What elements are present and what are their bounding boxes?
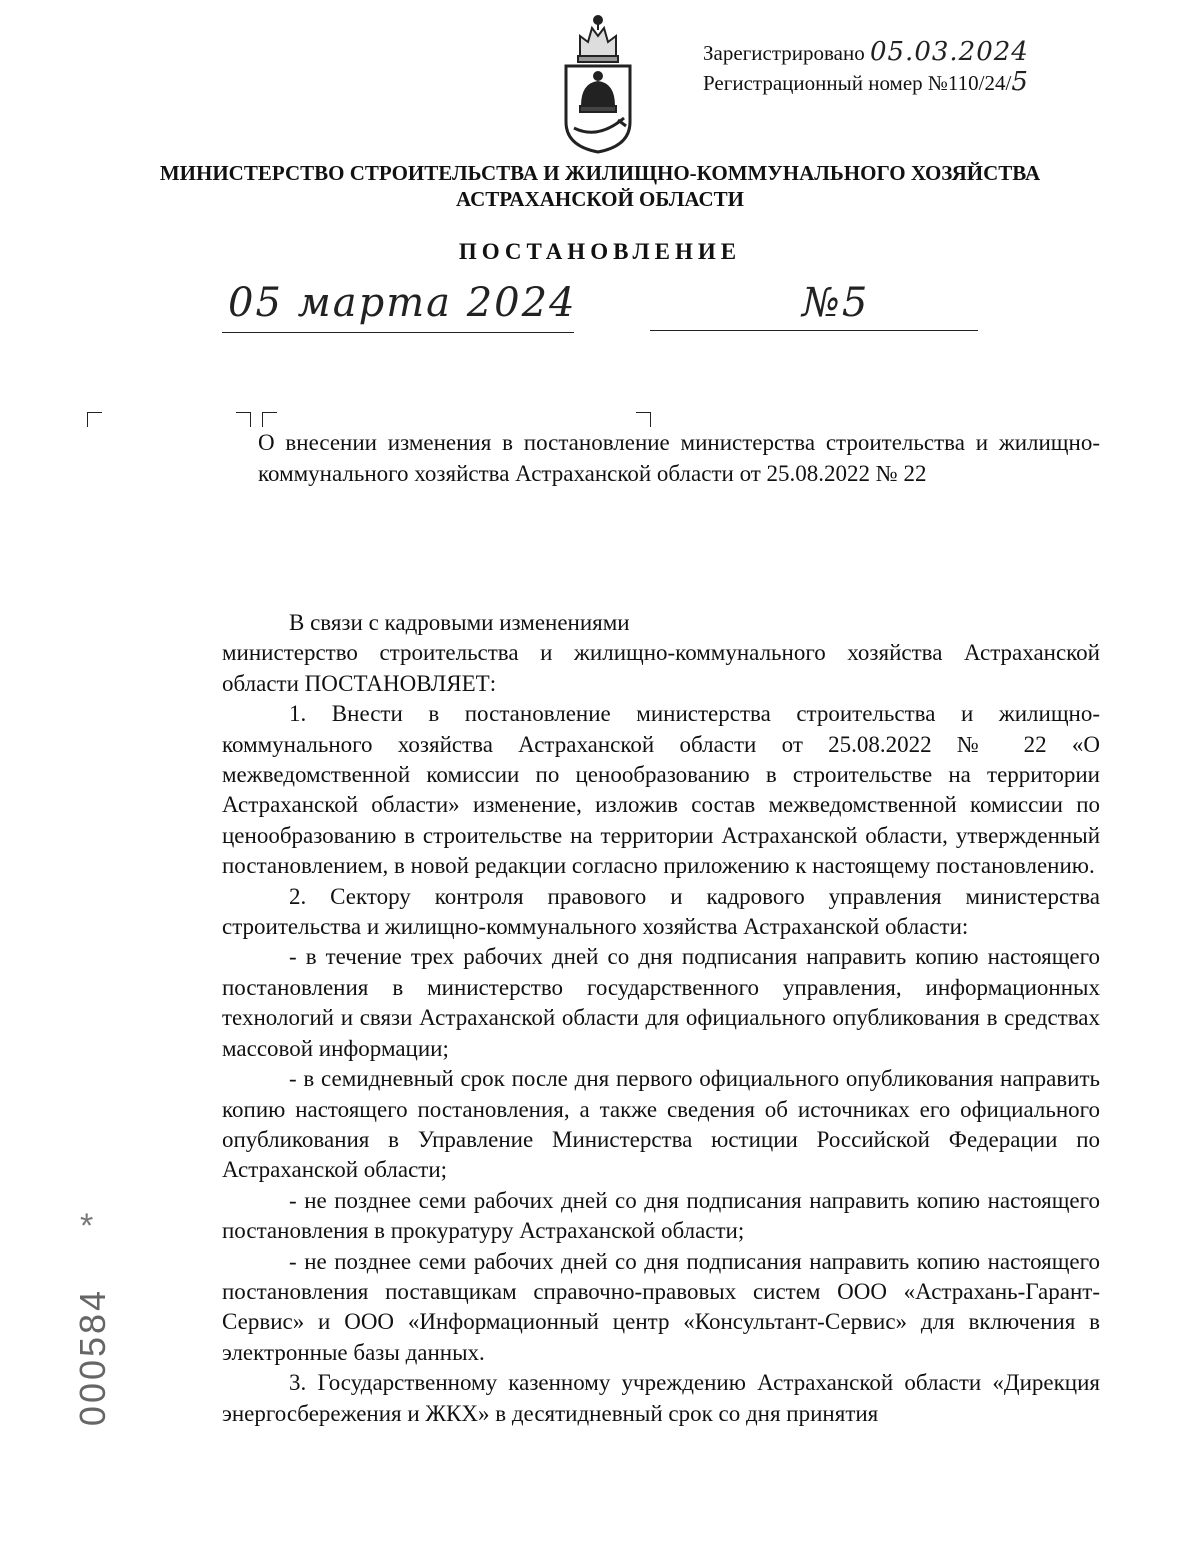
number-field <box>650 278 978 331</box>
ministry-line-2: АСТРАХАНСКОЙ ОБЛАСТИ <box>455 187 745 211</box>
document-type: ПОСТАНОВЛЕНИЕ <box>458 239 742 264</box>
ministry-line-1: МИНИСТЕРСТВО СТРОИТЕЛЬСТВА И ЖИЛИЩНО-КОММУНАЛЬНОГО ХОЗЯЙСТВА <box>159 161 1041 185</box>
document-body <box>222 608 1100 1429</box>
document-subject: О внесении изменения в постановление министерства строительства и жилищно-коммунального хозяйства Астраханской области от 25.08.2022 № 22 <box>258 430 1100 486</box>
margin-serial: 000584 <box>72 1287 113 1427</box>
body-paragraph: - не позднее семи рабочих дней со дня подписания направить копию настоящего постановления поставщикам справочно-правовых систем ООО «Астрахань-Гарант-Сервис» и ООО «Информационный центр «Консультант-Сервис» для включения в электронные базы данных. <box>222 1248 1100 1365</box>
body-paragraph: В связи с кадровыми изменениями <box>289 610 630 635</box>
ministry-name <box>0 160 1200 212</box>
corner-mark <box>636 412 651 427</box>
margin-serial-stamp <box>63 1282 123 1432</box>
handwritten-number: №5 <box>802 280 870 326</box>
handwritten-date: 05 марта 2024 <box>228 280 577 326</box>
corner-mark <box>236 412 251 427</box>
body-paragraph: 1. Внести в постановление министерства строительства и жилищно-коммунального хозяйства Астраханской области от 25.08.2022 № 22 «О межведомственной комиссии по ценообразованию в строительстве на территории Астраханской области» изменение, изложив состав межведомственной комиссии по ценообразованию в строительстве на территории Астраханской области, утвержденный постановлением, в новой редакции согласно приложению к настоящему постановлению. <box>222 701 1100 879</box>
body-paragraph: - не позднее семи рабочих дней со дня подписания направить копию настоящего постановления в прокуратуру Астраханской области; <box>222 1187 1100 1244</box>
registration-number-suffix: 5 <box>1011 67 1029 97</box>
registration-number-label: Регистрационный номер №110/24/ <box>703 71 1012 95</box>
body-paragraph: - в течение трех рабочих дней со дня подписания направить копию настоящего постановления в министерство государственного управления, информационных технологий и связи Астраханской области для официального опубликования в средствах массовой информации; <box>222 944 1100 1061</box>
registration-date: 05.03.2024 <box>869 37 1029 67</box>
body-paragraph: 3. Государственному казенному учреждению Астраханской области «Дирекция энергосбережения и ЖКХ» в десятидневный срок со дня принятия <box>222 1370 1100 1426</box>
body-paragraph: - в семидневный срок после дня первого официального опубликования направить копию настоящего постановления, а также сведения об источниках его официального опубликования в Управление Министерства юстиции Российской Федерации по Астраханской области; <box>222 1066 1100 1183</box>
registration-block <box>703 38 1029 98</box>
coat-of-arms-icon <box>558 10 638 156</box>
date-field <box>222 278 577 333</box>
margin-mark: * <box>80 1207 94 1245</box>
corner-mark <box>262 412 277 427</box>
body-paragraph: министерство строительства и жилищно-коммунального хозяйства Астраханской области ПОСТАНОВЛЯЕТ: <box>222 640 1100 696</box>
body-paragraph: 2. Сектору контроля правового и кадрового управления министерства строительства и жилищно-коммунального хозяйства Астраханской области: <box>222 883 1100 940</box>
registration-label: Зарегистрировано <box>703 41 865 65</box>
corner-mark <box>87 412 102 427</box>
